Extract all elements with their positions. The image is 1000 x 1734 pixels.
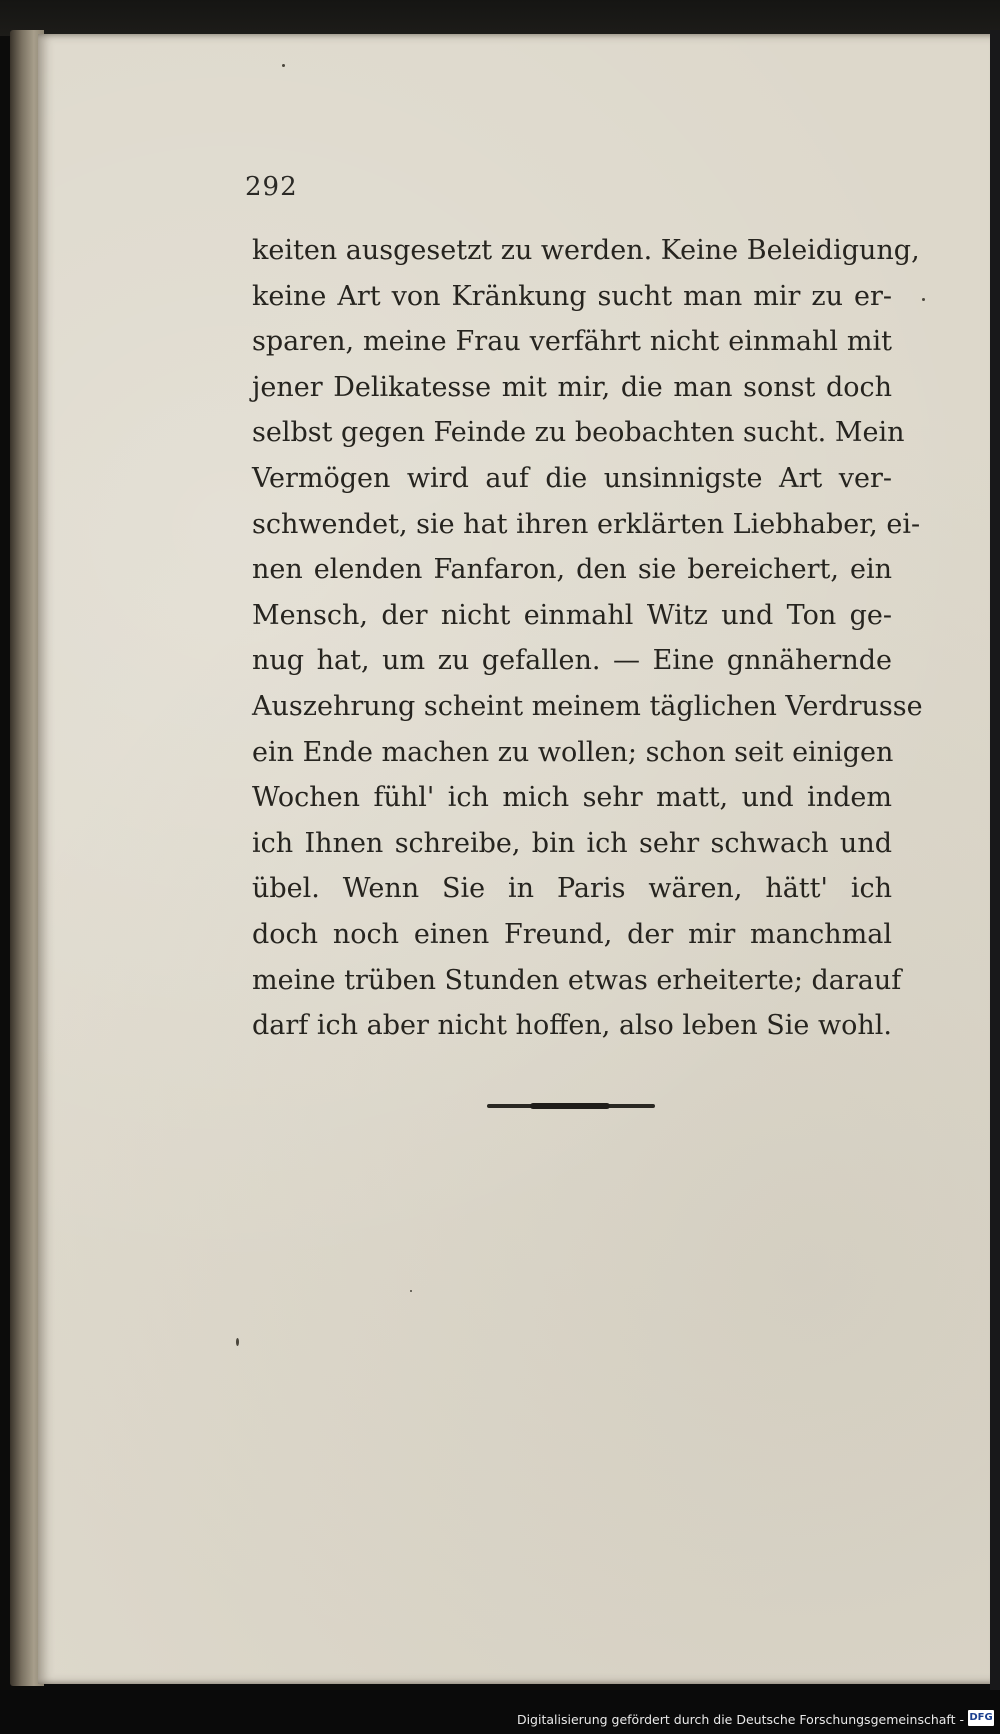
text-line: Wochen fühl' ich mich sehr matt, und indem xyxy=(252,782,892,814)
paper-speck xyxy=(236,1338,239,1346)
text-line: nen elenden Fanfaron, den sie bereichert, ein xyxy=(252,554,892,586)
dfg-logo: DFG xyxy=(968,1710,994,1726)
text-line: darf ich aber nicht hoffen, also leben Sie wohl. xyxy=(252,1010,892,1042)
scan-right-border xyxy=(990,30,1000,1690)
digitization-credit: Digitalisierung gefördert durch die Deutsche Forschungsgemeinschaft - xyxy=(516,1712,964,1727)
page-number: 292 xyxy=(245,172,298,202)
paper-speck xyxy=(922,298,925,301)
text-line: doch noch einen Freund, der mir manchmal xyxy=(252,918,892,950)
text-line: ich Ihnen schreibe, bin ich sehr schwach und xyxy=(252,827,892,859)
text-line: ein Ende machen zu wollen; schon seit einigen xyxy=(252,736,894,768)
ornamental-rule-center xyxy=(530,1103,610,1109)
paper-speck xyxy=(410,1290,412,1292)
text-line: Vermögen wird auf die unsinnigste Art ver- xyxy=(252,462,892,494)
text-line: übel. Wenn Sie in Paris wären, hätt' ich xyxy=(252,873,892,905)
text-line: jener Delikatesse mit mir, die man sonst doch xyxy=(252,371,892,403)
text-line: keine Art von Kränkung sucht man mir zu er- xyxy=(252,280,892,312)
scan-top-border xyxy=(0,0,1000,36)
text-line: schwendet, sie hat ihren erklärten Liebhaber, ei- xyxy=(252,508,921,540)
text-line: Mensch, der nicht einmahl Witz und Ton ge- xyxy=(252,599,892,631)
text-line: nug hat, um zu gefallen. — Eine gnnähernde xyxy=(252,645,892,677)
text-line: sparen, meine Frau verfährt nicht einmahl mit xyxy=(252,326,892,358)
text-line: Auszehrung scheint meinem täglichen Verdrusse xyxy=(252,690,923,722)
paper-speck xyxy=(282,64,285,67)
text-line: keiten ausgesetzt zu werden. Keine Beleidigung, xyxy=(252,235,920,266)
text-line: meine trüben Stunden etwas erheiterte; darauf xyxy=(252,964,902,996)
text-line: selbst gegen Feinde zu beobachten sucht. Mein xyxy=(252,417,905,449)
page-body-text xyxy=(252,228,923,1049)
